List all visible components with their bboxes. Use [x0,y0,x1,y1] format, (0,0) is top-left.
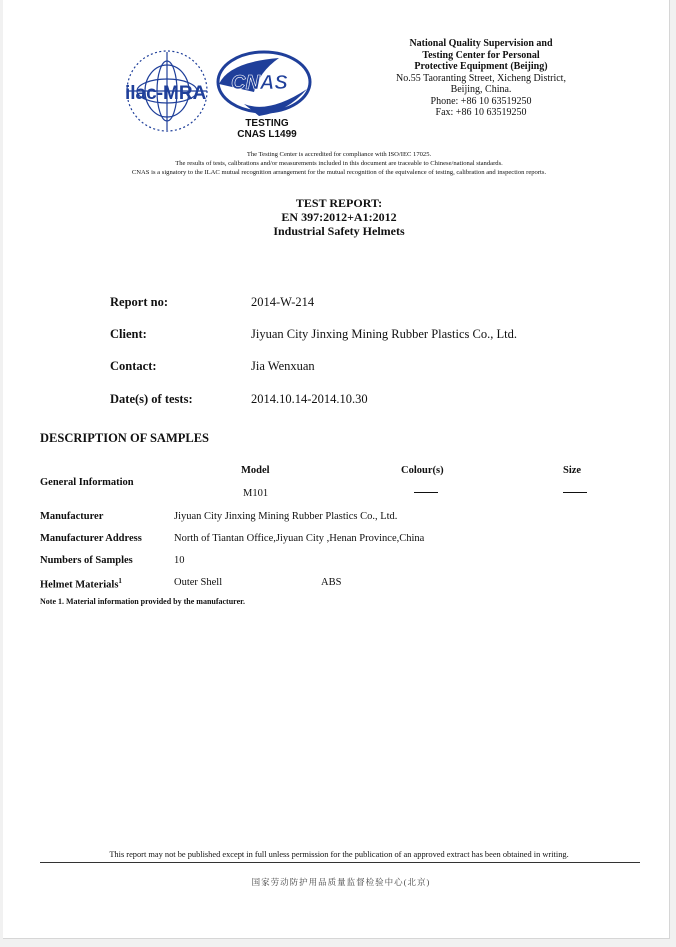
client-label: Client: [110,327,147,341]
section-heading: DESCRIPTION OF SAMPLES [40,431,210,445]
helmet-materials-text: Helmet Materials [40,579,119,591]
institution-address-1: No.55 Taoranting Street, Xicheng District, [396,72,566,84]
title-line-1: TEST REPORT: [295,196,383,210]
model-value: M101 [243,488,269,499]
institution-phone: Phone: +86 10 63519250 [430,95,532,107]
client-value: Jiyuan City Jinxing Mining Rubber Plastics Co., Ltd. [251,327,517,341]
accreditation-line-1: The Testing Center is accredited for compliance with ISO/IEC 17025. [246,151,432,158]
material-part: Outer Shell [174,577,223,588]
accreditation-statement [23,151,655,177]
footnote-marker: 1 [118,577,122,585]
publication-notice: This report may not be published except in full unless permission for the publication of an approved extract has been obtained in writing. [109,850,569,859]
center-seal-text: 国家劳动防护用品质量监督检验中心(北京) [251,877,431,887]
report-no-value: 2014-W-214 [251,295,315,309]
cnas-accreditation-code [227,118,307,140]
column-colours: Colour(s) [401,465,444,476]
contact-label: Contact: [110,359,157,373]
column-size: Size [563,465,582,476]
institution-name-3: Protective Equipment (Beijing) [414,61,548,72]
helmet-materials-label [40,577,122,591]
title-line-3: Industrial Safety Helmets [273,224,405,238]
report-page [3,0,670,939]
test-dates-value: 2014.10.14-2014.10.30 [251,392,368,406]
general-information-label: General Information [40,477,134,488]
colour-empty-dash [414,492,438,493]
manufacturer-label: Manufacturer [40,511,104,522]
column-model: Model [241,465,270,476]
footer-divider [40,862,640,863]
accreditation-line-3: CNAS is a signatory to the ILAC mutual recognition arrangement for the mutual recognition of the equivalence of testing, calibration and inspection reports. [131,168,547,176]
testing-label: TESTING [245,118,289,129]
institution-name-2: Testing Center for Personal [422,49,540,61]
material-value: ABS [321,577,342,588]
contact-value: Jia Wenxuan [251,359,315,373]
numbers-of-samples-value: 10 [174,555,185,566]
institution-name-1: National Quality Supervision and [409,38,553,49]
cnas-logo-text: CNAS [231,72,288,94]
report-no-label: Report no: [110,295,168,309]
size-empty-dash [563,492,587,493]
ilac-mra-text: ilac-MRA [125,83,207,104]
cnas-code: CNAS L1499 [237,129,297,140]
institution-fax: Fax: +86 10 63519250 [435,107,527,118]
material-note: Note 1. Material information provided by the manufacturer. [40,597,245,606]
title-line-2: EN 397:2012+A1:2012 [281,210,397,224]
manufacturer-address-value: North of Tiantan Office,Jiyuan City ,Henan Province,China [174,533,425,544]
accreditation-line-2: The results of tests, calibrations and/or measurements included in this document are traceable to Chinese/national standards. [175,159,503,167]
manufacturer-address-label: Manufacturer Address [40,533,142,544]
numbers-of-samples-label: Numbers of Samples [40,555,133,566]
institution-block [373,38,589,119]
manufacturer-value: Jiyuan City Jinxing Mining Rubber Plastics Co., Ltd. [174,511,398,522]
institution-address-2: Beijing, China. [450,84,512,95]
report-title [143,196,535,238]
test-dates-label: Date(s) of tests: [110,392,193,406]
